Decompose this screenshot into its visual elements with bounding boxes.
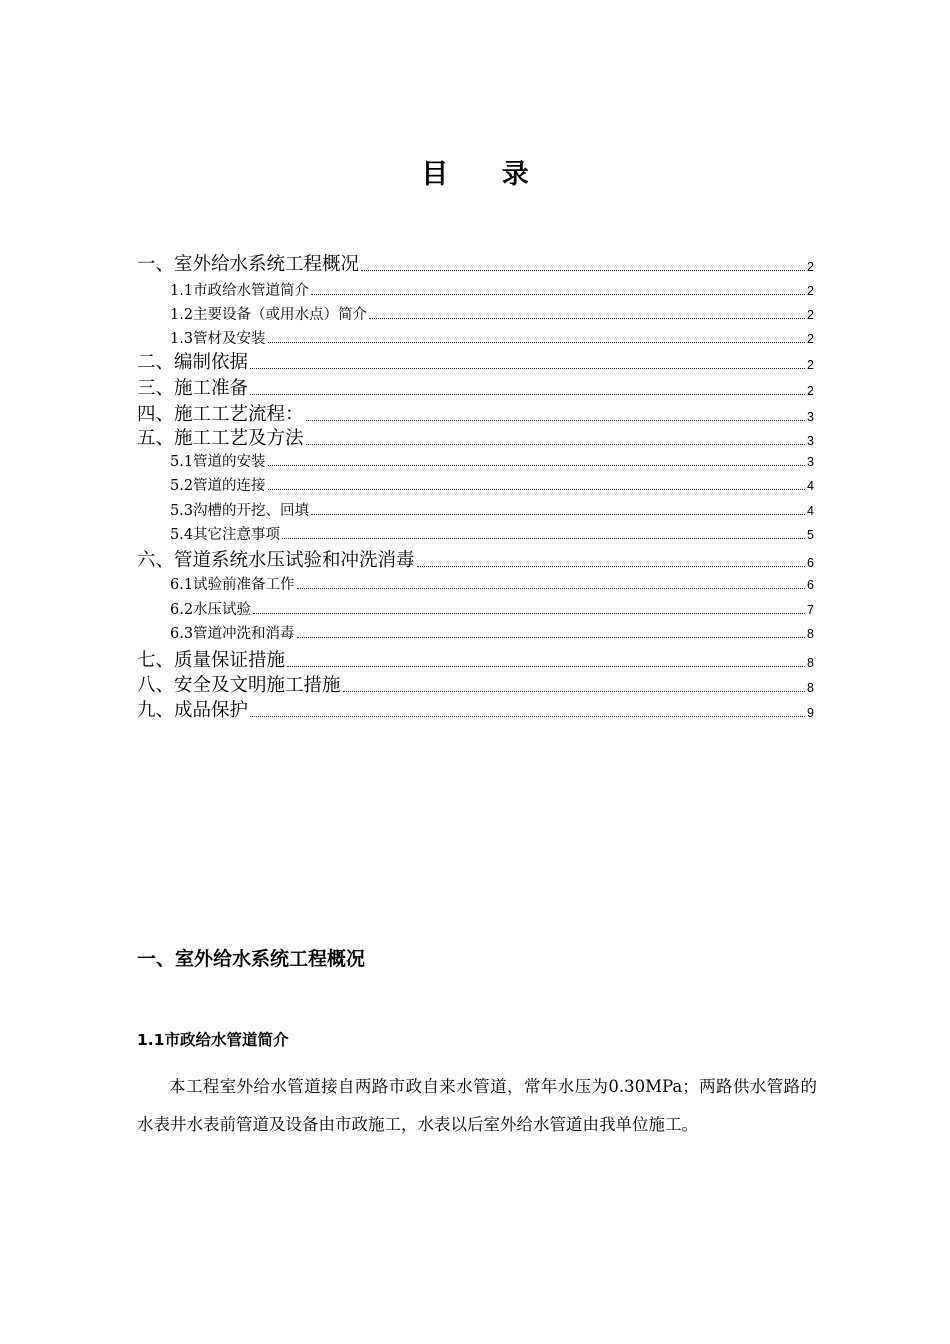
section-heading: 一、室外给水系统工程概况	[137, 948, 366, 970]
toc-leader-dots	[282, 537, 805, 539]
toc-entry-label: 5.4其它注意事项	[170, 527, 281, 543]
toc-leader-dots	[253, 612, 805, 614]
toc-page-number: 7	[807, 603, 814, 617]
toc-leader-dots	[250, 393, 805, 395]
toc-leader-dots	[268, 488, 805, 490]
toc-entry-label: 六、管道系统水压试验和冲洗消毒	[137, 550, 415, 571]
toc-page-number: 5	[807, 528, 814, 542]
toc-entry[interactable]	[137, 348, 814, 374]
toc-page-number: 3	[807, 410, 814, 424]
toc-leader-dots	[361, 269, 805, 271]
toc-page-number: 8	[807, 656, 814, 670]
toc-page-number: 9	[807, 706, 814, 720]
body-paragraph: 本工程室外给水管道接自两路市政自来水管道，常年水压为0.30MPa；两路供水管路的水表井水表前管道及设备由市政施工，水表以后室外给水管道由我单位施工。	[137, 1077, 817, 1134]
toc-page-number: 6	[807, 556, 814, 570]
toc-entry[interactable]	[137, 696, 814, 722]
toc-entry-label: 五、施工工艺及方法	[137, 428, 304, 449]
toc-entry[interactable]	[137, 473, 814, 495]
toc-entry-label: 四、施工工艺流程：	[137, 404, 304, 425]
toc-entry[interactable]	[137, 400, 814, 426]
toc-entry[interactable]	[137, 449, 814, 471]
toc-entry[interactable]	[137, 546, 814, 572]
toc-entry-label: 6.2水压试验	[170, 602, 252, 618]
toc-entry-label: 6.1试验前准备工作	[170, 577, 295, 593]
toc-page-number: 8	[807, 627, 814, 641]
toc-leader-dots	[306, 443, 806, 445]
toc-entry[interactable]	[137, 250, 814, 276]
toc-entry[interactable]	[137, 572, 814, 594]
toc-leader-dots	[306, 419, 806, 421]
toc-entry-label: 5.1管道的安装	[170, 454, 266, 470]
toc-page-number: 2	[807, 358, 814, 372]
toc-leader-dots	[268, 464, 805, 466]
toc-page-number: 2	[807, 384, 814, 398]
toc-entry[interactable]	[137, 522, 814, 544]
toc-entry-label: 三、施工准备	[137, 378, 249, 399]
toc-entry[interactable]	[137, 498, 814, 520]
toc-entry[interactable]	[137, 302, 814, 324]
toc-page-number: 2	[807, 284, 814, 298]
toc-title: 目 录	[421, 159, 551, 190]
toc-entry-label: 1.1市政给水管道简介	[170, 283, 310, 299]
toc-entry-label: 5.2管道的连接	[170, 478, 266, 494]
toc-leader-dots	[343, 690, 806, 692]
toc-entry-label: 八、安全及文明施工措施	[137, 675, 341, 696]
toc-entry[interactable]	[137, 646, 814, 672]
toc-entry-label: 九、成品保护	[137, 700, 249, 721]
toc-leader-dots	[250, 367, 805, 369]
toc-leader-dots	[297, 587, 805, 589]
toc-page-number: 2	[807, 332, 814, 346]
toc-page-number: 3	[807, 455, 814, 469]
toc-page-number: 2	[807, 260, 814, 274]
toc-leader-dots	[417, 565, 806, 567]
toc-entry-label: 一、室外给水系统工程概况	[137, 254, 360, 275]
toc-entry-label: 5.3沟槽的开挖、回填	[170, 503, 310, 519]
toc-page-number: 4	[807, 504, 814, 518]
toc-entry-label: 1.2主要设备（或用水点）简介	[170, 307, 368, 323]
toc-entry[interactable]	[137, 278, 814, 300]
toc-entry-label: 七、质量保证措施	[137, 650, 286, 671]
toc-entry[interactable]	[137, 671, 814, 697]
toc-entry[interactable]	[137, 326, 814, 348]
toc-leader-dots	[268, 341, 805, 343]
toc-leader-dots	[369, 317, 805, 319]
toc-entry-label: 6.3管道冲洗和消毒	[170, 626, 295, 642]
toc-entry[interactable]	[137, 374, 814, 400]
toc-page-number: 4	[807, 479, 814, 493]
toc-page-number: 2	[807, 308, 814, 322]
toc-leader-dots	[287, 665, 805, 667]
toc-page-number: 3	[807, 434, 814, 448]
toc-leader-dots	[311, 513, 805, 515]
toc-entry-label: 二、编制依据	[137, 352, 249, 373]
toc-leader-dots	[250, 715, 805, 717]
toc-leader-dots	[311, 293, 805, 295]
toc-leader-dots	[297, 636, 805, 638]
subsection-heading: 1.1市政给水管道简介	[137, 1031, 289, 1049]
toc-page-number: 8	[807, 681, 814, 695]
toc-entry[interactable]	[137, 424, 814, 450]
toc-entry[interactable]	[137, 597, 814, 619]
toc-page-number: 6	[807, 578, 814, 592]
toc-entry-label: 1.3管材及安装	[170, 331, 266, 347]
toc-entry[interactable]	[137, 621, 814, 643]
